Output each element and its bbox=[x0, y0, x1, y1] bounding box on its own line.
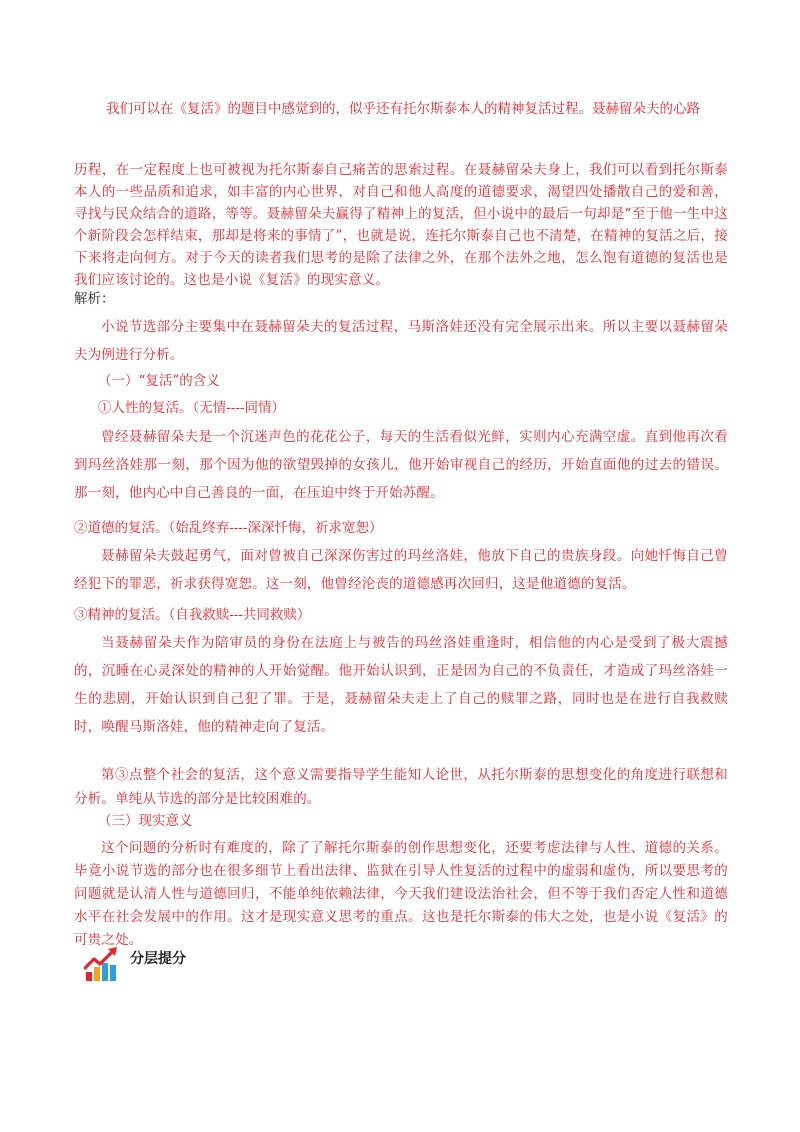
logo-label: 分层提分 bbox=[130, 951, 186, 967]
item1-body: 曾经聂赫留朵夫是一个沉迷声色的花花公子，每天的生活看似光鲜，实则内心充满空虚。直到他再次看到玛丝洛娃那一刻，那个因为他的欲望毁掉的女孩儿，他开始审视自己的经历，开始直面他的过去的错误。那一刻，他内心中自己善良的一面，在压迫中终于开始苏醒。 bbox=[74, 429, 728, 501]
intro-first-line: 我们可以在《复活》的题目中感觉到的，似乎还有托尔斯泰本人的精神复活过程。聂赫留朵夫的心路 bbox=[106, 101, 700, 117]
section1-title: （一）“复活”的含义 bbox=[98, 373, 220, 389]
chart-bar-2-icon bbox=[94, 967, 100, 981]
section3-body: 这个问题的分析时有难度的，除了了解托尔斯泰的创作思想变化，还要考虑法律与人性、道德的关系。毕竟小说节选的部分也在很多细节上看出法律、监狱在引导人性复活的过程中的虚弱和虚伪，所以要思考的问题就是认清人性与道德回归，不能单纯依赖法律，今天我们建设法治社会，但不等于我们否定人性和道德水平在社会发展中的作用。这才是现实意义思考的重点。这也是托尔斯泰的伟大之处，也是小说《复活》的可贵之处。 bbox=[74, 840, 728, 948]
chart-bar-3-icon bbox=[102, 963, 108, 981]
chart-bar-4-icon bbox=[110, 965, 116, 981]
rising-chart-icon bbox=[84, 946, 124, 982]
chart-bar-1-icon bbox=[86, 972, 92, 981]
item4-body: 第③点整个社会的复活，这个意义需要指导学生能知人论世，从托尔斯泰的思想变化的角度进行联想和分析。单纯从节选的部分是比较困难的。 bbox=[74, 767, 728, 807]
footer-logo bbox=[84, 946, 204, 986]
item2-body: 聂赫留朵夫鼓起勇气，面对曾被自己深深伤害过的玛丝洛娃，他放下自己的贵族身段。向她忏悔自己曾经犯下的罪恶，祈求获得宽恕。这一刻，他曾经沦丧的道德感再次回归，这是他道德的复活。 bbox=[74, 548, 728, 592]
item3-title: ③精神的复活。（自我救赎---共同救赎） bbox=[74, 607, 311, 623]
item3-body: 当聂赫留朵夫作为陪审员的身份在法庭上与被告的玛丝洛娃重逢时，相信他的内心是受到了极大震撼的，沉睡在心灵深处的精神的人开始觉醒。他开始认识到，正是因为自己的不负责任，才造成了玛丝洛娃一生的悲剧，开始认识到自己犯了罪。于是，聂赫留朵夫走上了自己的赎罪之路，同时也是在进行自我救赎时，唤醒马斯洛娃，他的精神走向了复活。 bbox=[74, 635, 728, 735]
section3-title: （三）现实意义 bbox=[98, 813, 193, 829]
intro-paragraph: 历程，在一定程度上也可被视为托尔斯泰自己痛苦的思索过程。在聂赫留朵夫身上，我们可以看到托尔斯泰本人的一些品质和追求，如丰富的内心世界，对自己和他人高度的道德要求，渴望四处播散自己的爱和善，寻找与民众结合的道路，等等。聂赫留朵夫赢得了精神上的复活，但小说中的最后一句却是“至于他一生中这个新阶段会怎样结束，那却是将来的事情了”，也就是说，连托尔斯泰自己也不清楚，在精神的复活之后，接下来将走向何方。对于今天的读者我们思考的是除了法律之外，在那个法外之地，怎么饱有道德的复活也是我们应该讨论的。这也是小说《复活》的现实意义。 bbox=[74, 162, 728, 288]
item2-title: ②道德的复活。（始乱终弃----深深忏悔，祈求宽恕） bbox=[74, 520, 383, 536]
analysis-label: 解析： bbox=[74, 291, 115, 307]
analysis-intro: 小说节选部分主要集中在聂赫留朵夫的复活过程，马斯洛娃还没有完全展示出来。所以主要以聂赫留朵夫为例进行分析。 bbox=[74, 319, 728, 363]
item1-title: ①人性的复活。（无情----同情） bbox=[98, 400, 285, 416]
